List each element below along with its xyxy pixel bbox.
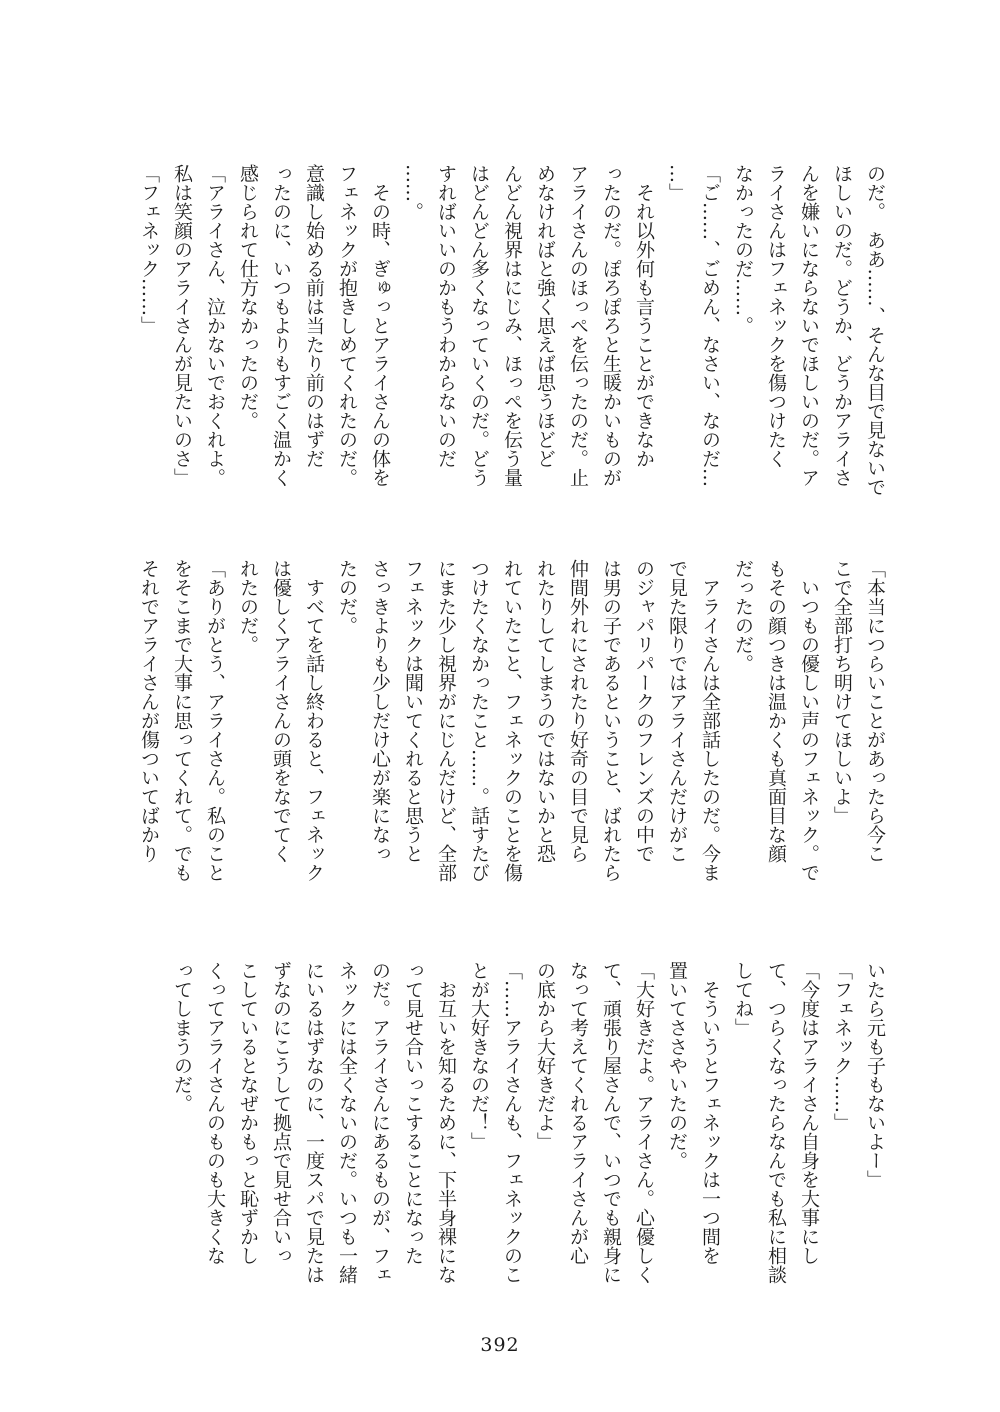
text-column: れていたこと、フェネックのことを傷	[501, 559, 523, 882]
text-column: その時、ぎゅっとアライさんの体を	[369, 164, 391, 487]
text-column: お互いを知るために、下半身裸にな	[435, 961, 457, 1284]
text-column: それでアライさんが傷ついてばかり	[138, 559, 160, 863]
text-column: くってアライさんのものも大きくな	[204, 961, 226, 1265]
text-column: とが大好きなのだ！」	[468, 961, 490, 1151]
text-column: 「フェネック……」	[138, 164, 160, 335]
text-column: つけたくなかったこと……。話すたび	[468, 559, 490, 882]
text-column: をそこまで大事に思ってくれて。でも	[171, 559, 193, 882]
text-column: それ以外何も言うことができなか	[633, 164, 655, 468]
text-column: ネックには全くないのだ。いつも一緒	[336, 961, 358, 1284]
text-column: 仲間外れにされたり好奇の目で見ら	[567, 559, 589, 863]
text-column: してね」	[732, 961, 754, 1037]
text-column: いつもの優しい声のフェネック。で	[798, 559, 820, 882]
text-column: こで全部打ち明けてほしいよ」	[831, 559, 853, 825]
text-column: 意識し始める前は当たり前のはずだ	[303, 164, 325, 468]
text-column: すべてを話し終わると、フェネック	[303, 559, 325, 882]
text-column: 「今度はアライさん自身を大事にし	[798, 961, 820, 1265]
text-column: そういうとフェネックは一つ間を	[699, 961, 721, 1265]
text-column: ほしいのだ。どうか、どうかアライさ	[831, 164, 853, 487]
text-column: にいるはずなのに、一度スパで見たは	[303, 961, 325, 1284]
text-column: なって考えてくれるアライさんが心	[567, 961, 589, 1265]
text-column: アライさんのほっぺを伝ったのだ。止	[567, 164, 589, 487]
text-column: なかったのだ……。	[732, 164, 754, 335]
text-column: ……。	[402, 164, 424, 221]
text-column: れたりしてしまうのではないかと恐	[534, 559, 556, 863]
text-column: こしているとなぜかもっと恥ずかし	[237, 961, 259, 1265]
text-column: さっきよりも少しだけ心が楽になっ	[369, 559, 391, 863]
text-column: ライさんはフェネックを傷つけたく	[765, 164, 787, 468]
text-block-bottom	[165, 961, 891, 1346]
text-column: んどん視界はにじみ、ほっぺを伝う量	[501, 164, 523, 487]
text-column: んを嫌いにならないでほしいのだ。ア	[798, 164, 820, 487]
text-column: すればいいのかもうわからないのだ	[435, 164, 457, 468]
text-column: 「本当につらいことがあったら今こ	[864, 559, 886, 863]
text-column: のだ。アライさんにあるものが、フェ	[369, 961, 391, 1284]
text-column: はどんどん多くなっていくのだ。どう	[468, 164, 490, 487]
text-block-top	[132, 164, 891, 544]
text-column: 「アライさん、泣かないでおくれよ。	[204, 164, 226, 487]
text-column: ってしまうのだ。	[171, 961, 193, 1113]
text-column: ったのだ。ぽろぽろと生暖かいものが	[600, 164, 622, 487]
text-column: 感じられて仕方なかったのだ。	[237, 164, 259, 430]
text-column: のジャパリパークのフレンズの中で	[633, 559, 655, 863]
text-column: アライさんは全部話したのだ。今ま	[699, 559, 721, 882]
text-column: めなければと強く思えば思うほどど	[534, 164, 556, 468]
text-column: の底から大好きだよ」	[534, 961, 556, 1151]
text-column: 「大好きだよ。アライさん。心優しく	[633, 961, 655, 1284]
text-column: たのだ。	[336, 559, 358, 635]
text-column: だったのだ。	[732, 559, 754, 673]
text-column: 「……アライさんも、フェネックのこ	[501, 961, 523, 1284]
text-column: は優しくアライさんの頭をなでてく	[270, 559, 292, 863]
text-column: ったのに、いつもよりもすごく温かく	[270, 164, 292, 487]
text-column: は男の子であるということ、ばれたら	[600, 559, 622, 882]
text-column: フェネックが抱きしめてくれたのだ。	[336, 164, 358, 487]
text-block-middle	[132, 559, 891, 939]
text-column: て、頑張り屋さんで、いつでも親身に	[600, 961, 622, 1284]
text-column: 「ご……、ごめん、なさい、なのだ…	[699, 164, 721, 487]
text-column: 私は笑顔のアライさんが見たいのさ」	[171, 164, 193, 487]
text-column: …」	[666, 164, 688, 202]
text-column: 「ありがとう、アライさん。私のこと	[204, 559, 226, 882]
text-column: フェネックは聞いてくれると思うと	[402, 559, 424, 863]
text-column: で見た限りではアライさんだけがこ	[666, 559, 688, 863]
text-column: 「フェネック……」	[831, 961, 853, 1132]
text-column: もその顔つきは温かくも真面目な顔	[765, 559, 787, 863]
text-column: のだ。 ああ……、そんな目で見ないで	[864, 164, 886, 497]
text-column: れたのだ。	[237, 559, 259, 654]
text-column: って見せ合いっこすることになった	[402, 961, 424, 1265]
text-column: にまた少し視界がにじんだけど、全部	[435, 559, 457, 882]
text-column: ずなのにこうして拠点で見せ合いっ	[270, 961, 292, 1265]
page-number: 392	[480, 1334, 520, 1356]
text-column: て、つらくなったらなんでも私に相談	[765, 961, 787, 1284]
text-column: 置いてささやいたのだ。	[666, 961, 688, 1170]
text-column: いたら元も子もないよー」	[864, 961, 886, 1189]
